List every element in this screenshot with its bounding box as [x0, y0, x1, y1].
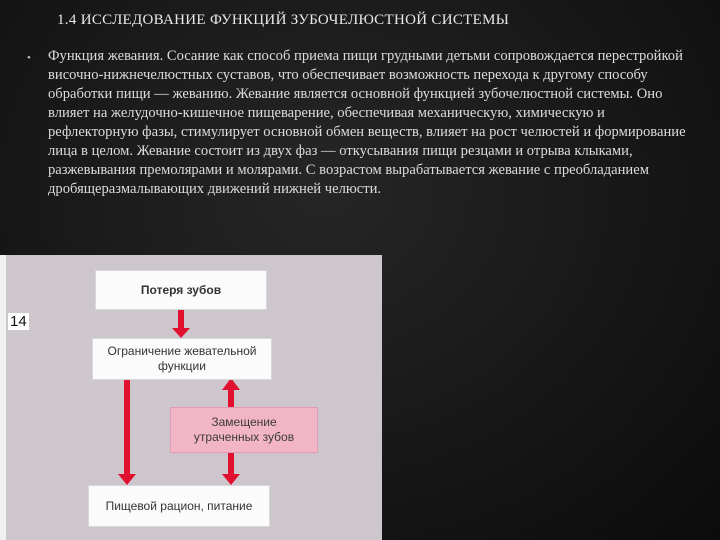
arrow-replacement-to-limitation-shaft — [228, 388, 234, 407]
box-function-limitation-line2: функции — [158, 359, 206, 373]
arrow-limitation-to-diet-head — [118, 474, 136, 485]
box-tooth-replacement-line1: Замещение — [211, 415, 277, 429]
box-tooth-loss — [95, 270, 267, 310]
box-function-limitation — [92, 338, 272, 380]
box-tooth-replacement-text — [194, 415, 294, 445]
arrow-loss-to-limitation-head — [172, 328, 190, 338]
box-function-limitation-line1: Ограничение жевательной — [107, 344, 257, 358]
box-function-limitation-text — [108, 344, 257, 374]
box-diet-nutrition-label: Пищевой рацион, питание — [105, 499, 253, 513]
arrow-limitation-to-diet-shaft — [124, 378, 130, 476]
bullet-marker: • — [27, 52, 31, 64]
arrow-replacement-to-diet-head — [222, 474, 240, 485]
arrow-replacement-to-diet-shaft — [228, 451, 234, 476]
box-tooth-replacement — [170, 407, 318, 453]
body-paragraph: Функция жевания. Сосание как способ приема пищи грудными детьми сопровождается перестройкой височно-нижнечелюстных суставов, что обеспечивает возможность перехода к другому способу обработки пищи — жеванию. Жевание является основной функцией зубочелюстной системы. Оно влияет на желудочно-кишечное пищеварение, обеспечивая механическую, химическую и рефлекторную фазы, стимулирует основной обмен веществ, влияет на рост челюстей и формирование лица в целом. Жевание состоит из двух фаз — откусывания пищи резцами и отрыва клыками, разжевывания премолярами и молярами. С возрастом вырабатывается жевание с преобладанием дробящеразмалывающих движений нижней челюсти. — [48, 48, 686, 197]
slide-title: 1.4 ИССЛЕДОВАНИЕ ФУНКЦИЙ ЗУБОЧЕЛЮСТНОЙ СИСТЕМЫ — [57, 12, 510, 28]
box-diet-nutrition — [88, 485, 270, 527]
box-tooth-replacement-line2: утраченных зубов — [193, 430, 295, 444]
figure-number: 14 — [10, 313, 27, 330]
box-tooth-loss-label: Потеря зубов — [140, 283, 222, 297]
arrow-loss-to-limitation-shaft — [178, 308, 184, 330]
